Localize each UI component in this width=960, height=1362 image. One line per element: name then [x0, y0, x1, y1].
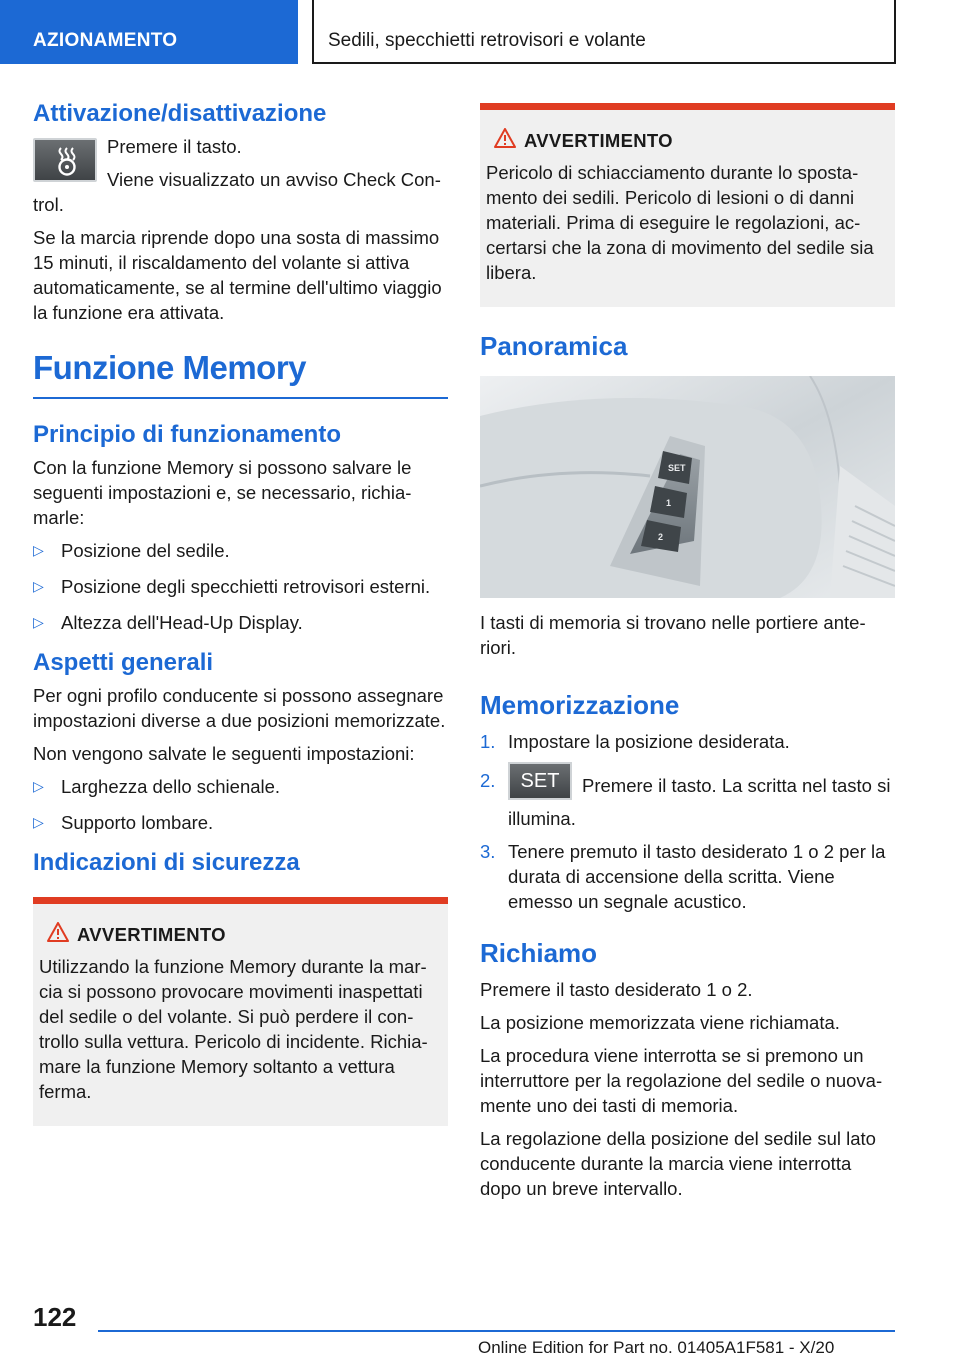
list-item: 2. SET Premere il tasto. La scritta nel tasto si illumina. [480, 768, 895, 831]
attivazione-paragraph: Se la marcia riprende dopo una sosta di massimo 15 minuti, il riscaldamento del volante si attiva automaticamente, se al termine dell'ultimo viaggio la funzione era attivata. [33, 227, 442, 323]
aspetti-paragraph-2: Non vengono salvate le seguenti impostazioni: [33, 743, 415, 764]
principio-list [33, 538, 448, 635]
page-number: 122 [33, 1302, 77, 1332]
panoramica-caption: I tasti di memoria si trovano nelle portiere anteriori. [480, 612, 866, 658]
footer-divider [98, 1330, 895, 1332]
heading-sicurezza: Indicazioni di sicurezza [33, 849, 300, 876]
triangle-bullet-icon: ▷ [33, 578, 44, 594]
photo-button-label: 2 [658, 532, 664, 542]
richiamo-paragraph-3: La procedura viene interrotta se si premono un interruttore per la regolazione del sedile o nuovamente uno dei tasti di memoria. [480, 1045, 883, 1116]
list-item: ▷ Larghezza dello schienale. [33, 776, 281, 797]
photo-button-label: 1 [666, 498, 672, 508]
heading-attivazione: Attivazione/disattivazione [33, 100, 327, 127]
warning-title: AVVERTIMENTO [486, 130, 889, 152]
left-column [33, 100, 448, 1126]
attivazione-block [33, 134, 448, 225]
triangle-bullet-icon: ▷ [33, 778, 44, 794]
heated-steering-wheel-icon [33, 138, 97, 182]
warning-box-seat [480, 103, 895, 307]
heading-panoramica: Panoramica [480, 331, 628, 361]
chapter-title: Sedili, specchietti retrovisori e volante [312, 0, 896, 64]
right-column [480, 103, 895, 1209]
warning-text: Pericolo di schiacciamento durante lo spostamento dei sedili. Pericolo di lesioni o di danni materiali. Prima di eseguire le regolazioni, accertarsi che la zona di movimento del sedile sia libera. [486, 162, 874, 283]
warning-triangle-icon [494, 128, 516, 148]
list-item: ▷ Altezza dell'Head-Up Display. [33, 612, 303, 633]
door-memory-buttons-photo [480, 376, 895, 598]
principio-paragraph: Con la funzione Memory si possono salvare le seguenti impostazioni e, se necessario, richiamarle: [33, 457, 412, 528]
heading-aspetti: Aspetti generali [33, 649, 214, 676]
aspetti-paragraph-1: Per ogni profilo conducente si possono assegnare impostazioni diverse a due posizioni memorizzate. [33, 685, 446, 731]
warning-box-memory [33, 897, 448, 1126]
triangle-bullet-icon: ▷ [33, 814, 44, 830]
richiamo-paragraph-1: Premere il tasto desiderato 1 o 2. [480, 979, 753, 1000]
photo-button-label: SET [668, 463, 686, 473]
list-item: 3. Tenere premuto il tasto desiderato 1 o 2 per la durata di accensione della scritta. Viene emesso un segnale acustico. [480, 841, 886, 912]
heading-principio: Principio di funzionamento [33, 421, 341, 448]
attivazione-line1: Premere il tasto. [107, 136, 242, 157]
heading-memorizzazione: Memorizzazione [480, 690, 680, 720]
triangle-bullet-icon: ▷ [33, 614, 44, 630]
section-tab: AZIONAMENTO [0, 0, 298, 64]
heading-funzione-memory: Funzione Memory [33, 349, 448, 399]
list-item: ▷ Posizione del sedile. [33, 540, 230, 561]
warning-text: Utilizzando la funzione Memory durante la marcia si possono provocare movimenti inaspettati del sedile o del volante. Si può perdere il controllo sulla vettura. Pericolo di incidente. Richiamare la funzione Memory soltanto a vettura ferma. [39, 956, 428, 1102]
aspetti-list [33, 774, 448, 835]
list-item: 1. Impostare la posizione desiderata. [480, 731, 790, 752]
list-item: ▷ Supporto lombare. [33, 812, 214, 833]
heading-richiamo: Richiamo [480, 938, 598, 968]
memorizzazione-steps [480, 729, 895, 914]
warning-title: AVVERTIMENTO [39, 924, 442, 946]
attivazione-line2: Viene visualizzato un avviso Check Control. [33, 169, 441, 215]
warning-triangle-icon [47, 922, 69, 942]
richiamo-paragraph-2: La posizione memorizzata viene richiamata. [480, 1012, 840, 1033]
set-button-icon: SET [508, 762, 572, 800]
richiamo-paragraph-4: La regolazione della posizione del sedile sul lato conducente durante la marcia viene interrotta dopo un breve intervallo. [480, 1128, 876, 1199]
list-item: ▷ Posizione degli specchietti retrovisori esterni. [33, 576, 431, 597]
triangle-bullet-icon: ▷ [33, 542, 44, 558]
footer-edition: Online Edition for Part no. 01405A1F581 - X/20 [478, 1338, 835, 1357]
